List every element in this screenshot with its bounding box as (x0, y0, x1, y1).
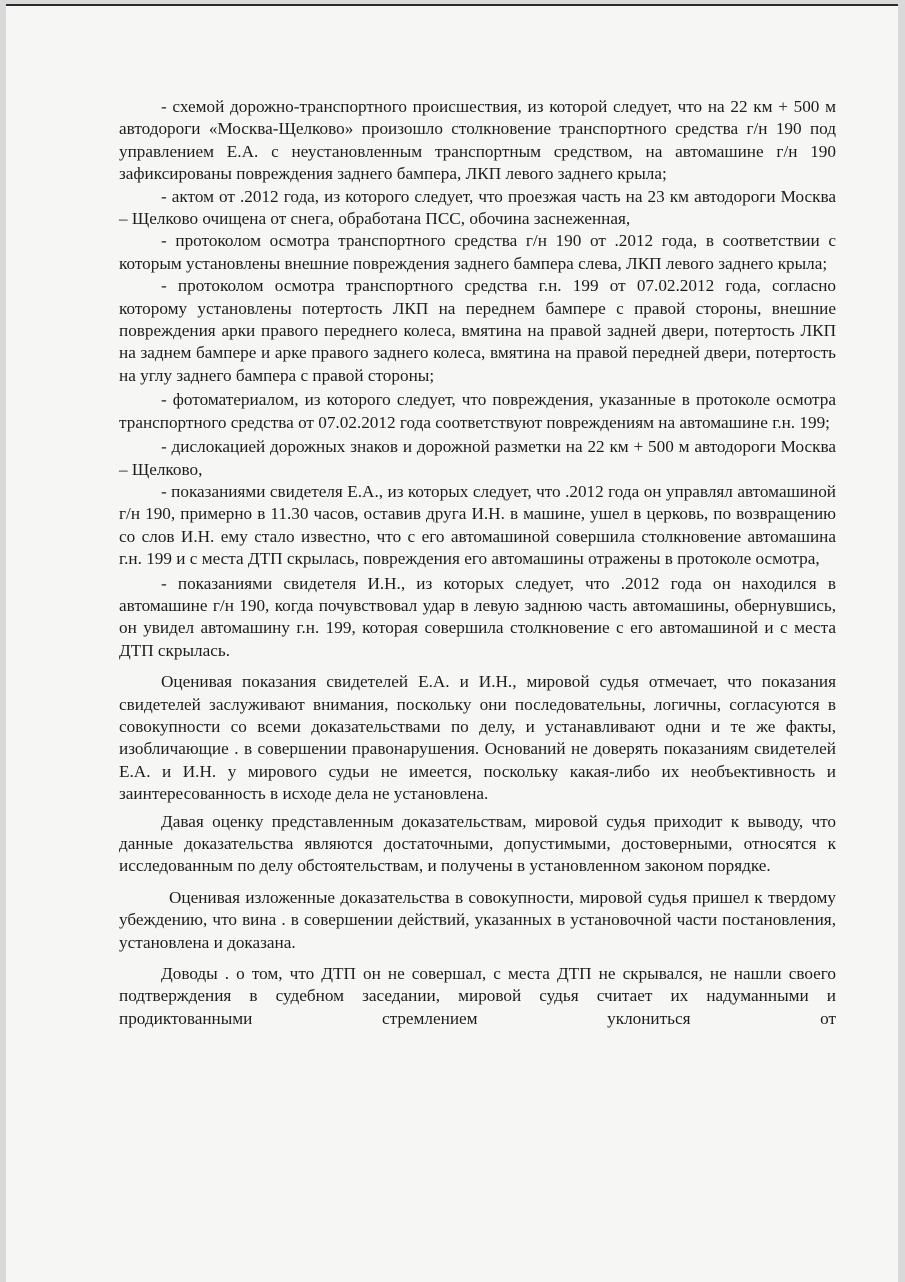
paragraph-road-act: - актом от .2012 года, из которого следует, что проезжая часть на 23 км автодороги Москва – Щелково очищена от снега, обработана ПСС, обочина заснеженная, (119, 186, 836, 229)
paragraph-defense-arguments: Доводы . о том, что ДТП он не совершал, с места ДТП не скрывался, не нашли своего подтверждения в судебном заседании, мировой судья считает их надуманными и продиктованными стремлением уклониться от (119, 964, 836, 1028)
paragraph-accident-scheme: - схемой дорожно-транспортного происшествия, из которой следует, что на 22 км + 500 м автодороги «Москва-Щелково» произошло столкновение транспортного средства г/н 190 под управлением Е.А. с неустановленным транспортным средством, на автомашине г/н 190 зафиксированы повреждения заднего бампера, ЛКП левого заднего крыла; (119, 97, 836, 184)
paragraph-witness-ea: - показаниями свидетеля Е.А., из которых следует, что .2012 года он управлял автомашиной г/н 190, примерно в 11.30 часов, оставив друга И.Н. в машине, ушел в церковь, по возвращению со слов И.Н. ему стало известно, что с его автомашиной совершила столкновение автомашина г.н. 199 и с места ДТП скрылась, повреждения его автомашины отражены в протоколе осмотра, (119, 481, 836, 569)
paragraph-evidence-assessment: Давая оценку представленным доказательствам, мировой судья приходит к выводу, что данные доказательства являются достаточными, допустимыми, достоверными, относятся к исследованным по делу обстоятельствам, и получены в установленном законом порядке. (119, 811, 836, 876)
document-body (119, 96, 836, 1030)
paragraph-road-signs: - дислокацией дорожных знаков и дорожной разметки на 22 км + 500 м автодороги Москва – Щелково, (119, 437, 836, 479)
document-page (6, 4, 898, 1282)
paragraph-photo-material: - фотоматериалом, из которого следует, что повреждения, указанные в протоколе осмотра транспортного средства от 07.02.2012 года соответствуют повреждениям на автомашине г.н. 199; (119, 390, 836, 432)
paragraph-witness-assessment: Оценивая показания свидетелей Е.А. и И.Н., мировой судья отмечает, что показания свидетелей заслуживают внимания, поскольку они последовательны, логичны, согласуются в совокупности со всеми доказательствами по делу, и устанавливают одни и те же факты, изобличающие . в совершении правонарушения. Оснований не доверять показаниям свидетелей Е.А. и И.Н. у мирового судьи не имеется, поскольку какая-либо их необъективность и заинтересованность в исходе дела не установлена. (119, 672, 836, 804)
paragraph-witness-in: - показаниями свидетеля И.Н., из которых следует, что .2012 года он находился в автомашине г/н 190, когда почувствовал удар в левую заднюю часть автомашины, обернувшись, он увидел автомашину г.н. 199, которая совершила столкновение с его автомашиной и с места ДТП скрылась. (119, 573, 836, 660)
paragraph-inspection-190: - протоколом осмотра транспортного средства г/н 190 от .2012 года, в соответствии с которым установлены внешние повреждения заднего бампера слева, ЛКП левого заднего крыла; (119, 231, 836, 273)
paragraph-inspection-199: - протоколом осмотра транспортного средства г.н. 199 от 07.02.2012 года, согласно которому установлены потертость ЛКП на переднем бампере с правой стороны, внешние повреждения арки правого переднего колеса, вмятина на правой задней двери, потертость ЛКП на заднем бампере и арке правого заднего колеса, вмятина на правой передней двери, потертость на углу заднего бампера с правой стороны; (119, 276, 836, 385)
paragraph-guilt-conclusion: Оценивая изложенные доказательства в совокупности, мировой судья пришел к твердому убеждению, что вина . в совершении действий, указанных в установочной части постановления, установлена и доказана. (119, 887, 836, 952)
